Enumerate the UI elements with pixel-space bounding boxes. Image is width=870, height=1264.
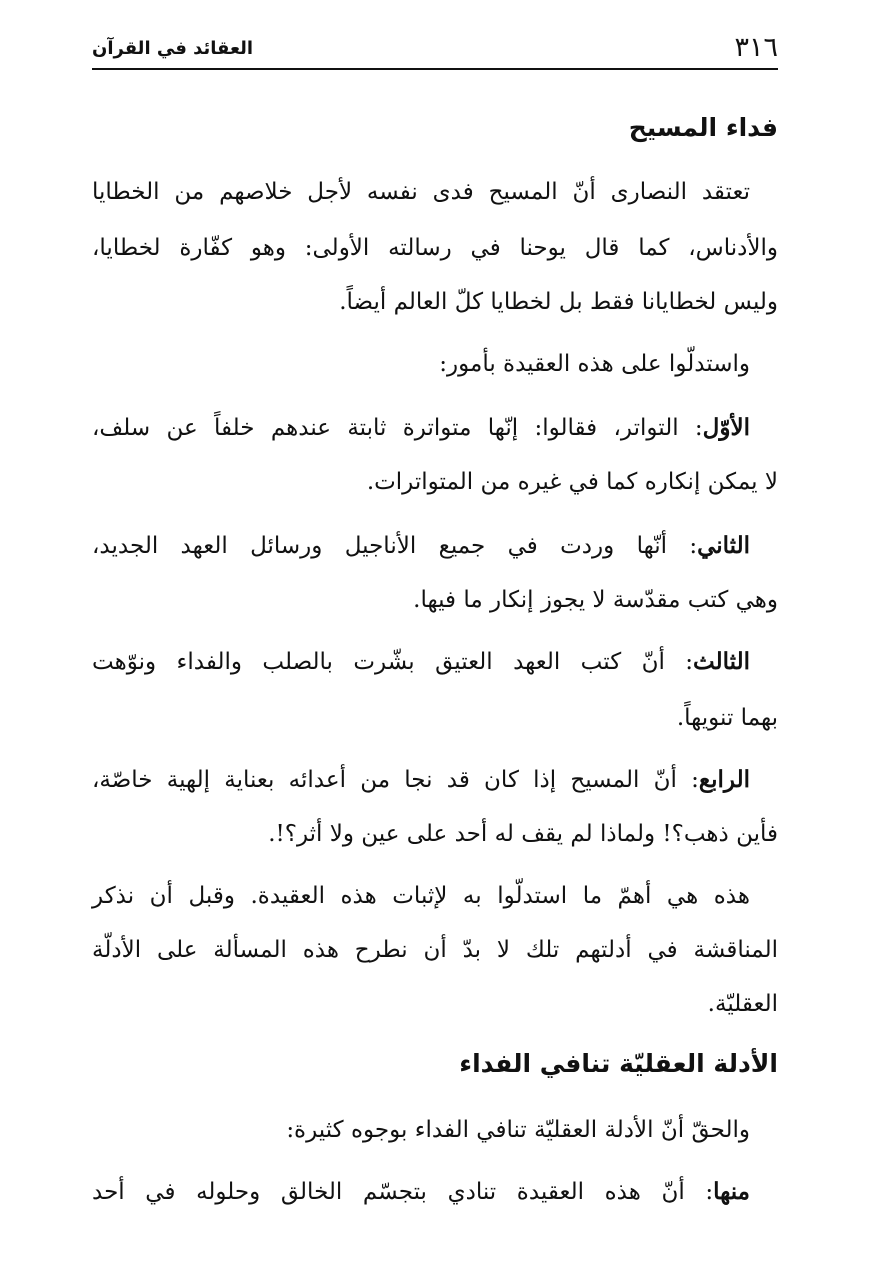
item-lead: الثالث [693, 648, 750, 675]
item-continuation-line: لا يمكن إنكاره كما في غيره من المتواترات. [366, 469, 778, 495]
item-first-line [92, 1172, 750, 1212]
item-text: : أنّ هذه العقيدة تنادي بتجسّم الخالق وحلوله في أحد [92, 1179, 714, 1205]
item-first-line [92, 526, 750, 566]
item-lead: الرابع [698, 766, 750, 793]
paragraph-line: تعتقد النصارى أنّ المسيح فدى نفسه لأجل خلاصهم من الخطايا [92, 179, 750, 205]
page-number: ٣١٦ [734, 32, 778, 63]
item-lead: منها [713, 1178, 750, 1205]
item-first-line [92, 642, 750, 682]
paragraph-line: وليس لخطايانا فقط بل لخطايا كلّ العالم أيضاً. [339, 289, 778, 315]
item-text: : أنّ المسيح إذا كان قد نجا من أعدائه بعناية إلهية خاصّة، [92, 767, 699, 793]
book-title: العقائد في القرآن [92, 38, 254, 59]
item-text: : أنّ كتب العهد العتيق بشّرت بالصلب والفداء ونوّهت [92, 649, 694, 675]
item-lead: الأوّل [702, 414, 750, 441]
item-text: : التواتر، فقالوا: إنّها متواترة ثابتة عندهم خلفاً عن سلف، [92, 415, 703, 441]
paragraph-line: والأدناس، كما قال يوحنا في رسالته الأولى: وهو كفّارة لخطايا، [92, 235, 778, 261]
paragraph-line: المناقشة في أدلتهم تلك لا بدّ أن نطرح هذه المسألة على الأدلّة [92, 937, 778, 963]
section-heading-redemption: فداء المسيح [628, 113, 778, 142]
paragraph-line: العقليّة. [707, 991, 778, 1017]
running-header [92, 28, 778, 70]
section-heading-rational-proofs: الأدلة العقليّة تنافي الفداء [459, 1049, 778, 1078]
item-continuation-line: وهي كتب مقدّسة لا يجوز إنكار ما فيها. [413, 587, 778, 613]
paragraph-line: والحقّ أنّ الأدلة العقليّة تنافي الفداء بوجوه كثيرة: [286, 1117, 750, 1143]
item-text: : أنّها وردت في جميع الأناجيل ورسائل العهد الجديد، [92, 533, 698, 559]
paragraph-line: هذه هي أهمّ ما استدلّوا به لإثبات هذه العقيدة. وقبل أن نذكر [92, 883, 750, 909]
item-first-line [92, 760, 750, 800]
paragraph-line: واستدلّوا على هذه العقيدة بأمور: [439, 351, 750, 377]
item-lead: الثاني [697, 532, 750, 559]
item-first-line [92, 408, 750, 448]
item-continuation-line: بهما تنويهاً. [676, 705, 778, 731]
item-continuation-line: فأين ذهب؟! ولماذا لم يقف له أحد على عين ولا أثر؟!. [268, 821, 778, 847]
